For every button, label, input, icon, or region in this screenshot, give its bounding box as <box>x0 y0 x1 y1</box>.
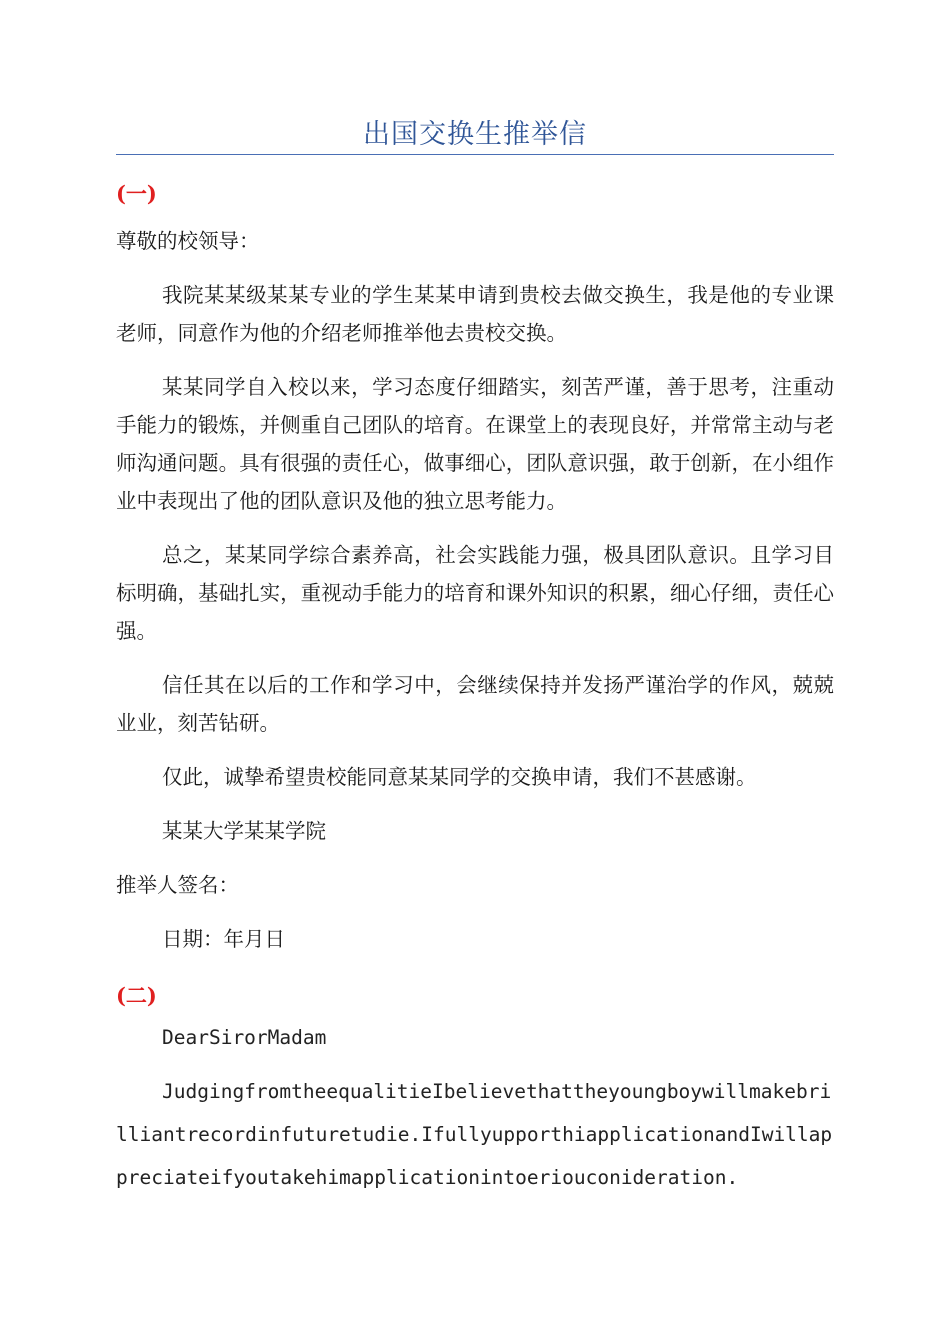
title-underline <box>116 154 834 155</box>
english-salutation: DearSirorMadam <box>162 1026 327 1049</box>
document-title: 出国交换生推举信 <box>363 119 587 150</box>
paragraph-2: 某某同学自入校以来，学习态度仔细踏实，刻苦严谨，善于思考，注重动手能力的锻炼，并侧重自己团队的培育。在课堂上的表现良好，并常常主动与老师沟通问题。具有很强的责任心，做事细心，团队意识强，敢于创新，在小组作业中表现出了他的团队意识及他的独立思考能力。 <box>116 375 834 513</box>
salutation: 尊敬的校领导： <box>116 229 260 253</box>
paragraph-3: 总之，某某同学综合素养高，社会实践能力强，极具团队意识。且学习目标明确，基础扎实，重视动手能力的培育和课外知识的积累，细心仔细，责任心强。 <box>116 543 834 643</box>
section-heading-2: (二) <box>116 983 157 1008</box>
institution-name: 某某大学某某学院 <box>162 819 326 843</box>
english-body: JudgingfromtheequalitieIbelievethattheyoungboywillmakebrilliantrecordinfuturetudie.IfullyupporthiapplicationandIwillappreciateifyoutakehimapplicationintoeriouconideration. <box>116 1080 833 1189</box>
paragraph-5: 仅此，诚挚希望贵校能同意某某同学的交换申请，我们不甚感谢。 <box>162 765 757 789</box>
paragraph-4: 信任其在以后的工作和学习中，会继续保持并发扬严谨治学的作风，兢兢业业，刻苦钻研。 <box>116 673 834 735</box>
date-label: 日期：年月日 <box>162 927 285 951</box>
paragraph-1: 我院某某级某某专业的学生某某申请到贵校去做交换生，我是他的专业课老师，同意作为他的介绍老师推举他去贵校交换。 <box>116 283 834 345</box>
signature-label: 推举人签名： <box>116 873 239 897</box>
section-heading-1: (一) <box>116 181 157 206</box>
